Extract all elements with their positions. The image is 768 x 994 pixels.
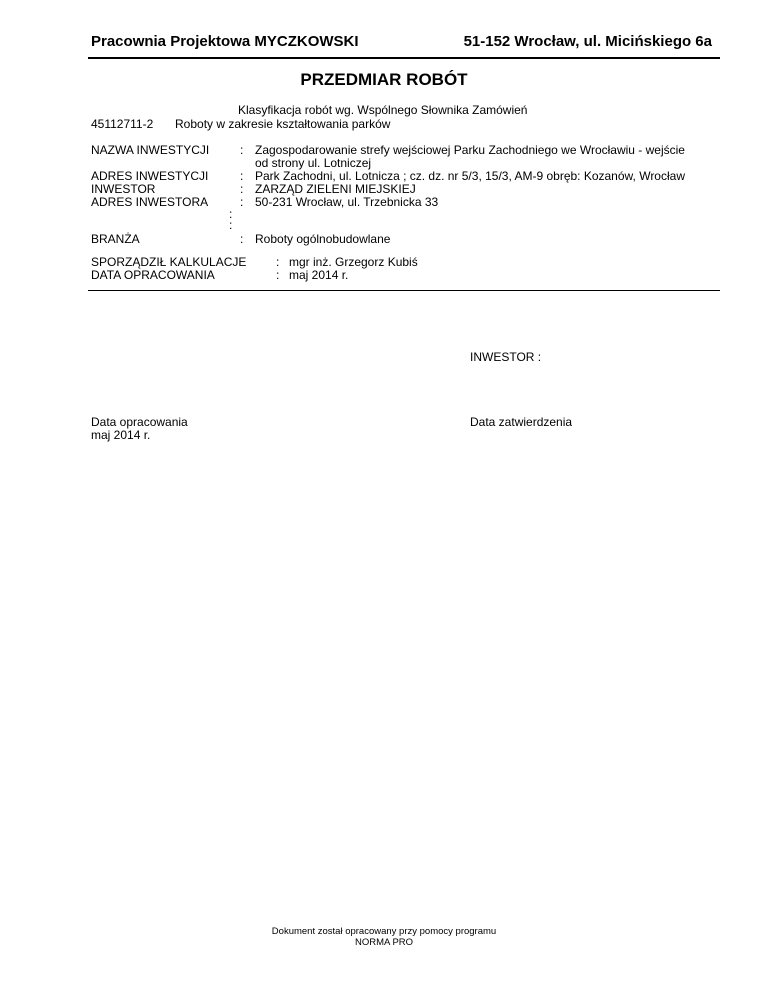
colon: : <box>240 195 244 209</box>
empty-colon: : <box>229 207 233 221</box>
inwestor-label: INWESTOR <box>91 182 156 196</box>
adres-inwestycji-value: Park Zachodni, ul. Lotnicza ; cz. dz. nr 5/3, 15/3, AM-9 obręb: Kozanów, Wrocław <box>255 169 685 183</box>
colon: : <box>276 268 280 282</box>
branza-value: Roboty ogólnobudowlane <box>255 232 391 246</box>
company-name: Pracownia Projektowa MYCZKOWSKI <box>91 33 359 50</box>
data-opracowania-signature-label: Data opracowania <box>91 415 188 429</box>
classification-heading: Klasyfikacja robót wg. Wspólnego Słownika Zamówień <box>238 103 528 117</box>
adres-inwestora-value: 50-231 Wrocław, ul. Trzebnicka 33 <box>255 195 439 209</box>
section-rule <box>88 290 720 291</box>
sporzadzil-label: SPORZĄDZIŁ KALKULACJE <box>91 255 247 269</box>
classification-code: 45112711-2 <box>91 117 154 131</box>
branza-label: BRANŻA <box>91 232 140 246</box>
footer-line-2: NORMA PRO <box>354 937 414 948</box>
colon: : <box>276 255 280 269</box>
adres-inwestora-label: ADRES INWESTORA <box>91 195 209 209</box>
inwestor-signature: INWESTOR : <box>470 350 542 364</box>
footer-line-1: Dokument został opracowany przy pomocy programu <box>271 926 497 937</box>
colon: : <box>240 143 244 157</box>
company-address: 51-152 Wrocław, ul. Micińskiego 6a <box>463 33 712 50</box>
document-title: PRZEDMIAR ROBÓT <box>300 70 468 89</box>
adres-inwestycji-label: ADRES INWESTYCJI <box>91 169 209 183</box>
data-opracowania-signature-value: maj 2014 r. <box>91 428 151 442</box>
data-opracowania-label: DATA OPRACOWANIA <box>91 268 215 282</box>
nazwa-inwestycji-label: NAZWA INWESTYCJI <box>91 143 210 157</box>
data-zatwierdzenia-label: Data zatwierdzenia <box>470 415 573 429</box>
sporzadzil-value: mgr inż. Grzegorz Kubiś <box>289 255 418 269</box>
colon: : <box>240 182 244 196</box>
data-opracowania-value: maj 2014 r. <box>289 268 349 282</box>
nazwa-inwestycji-value-cont: od strony ul. Lotniczej <box>255 156 372 170</box>
colon: : <box>240 232 244 246</box>
empty-colon: : <box>229 218 233 232</box>
nazwa-inwestycji-value: Zagospodarowanie strefy wejściowej Parku Zachodniego we Wrocławiu - wejście <box>255 143 685 157</box>
header-rule <box>88 57 720 59</box>
classification-description: Roboty w zakresie kształtowania parków <box>175 117 391 131</box>
inwestor-value: ZARZĄD ZIELENI MIEJSKIEJ <box>255 182 416 196</box>
colon: : <box>240 169 244 183</box>
